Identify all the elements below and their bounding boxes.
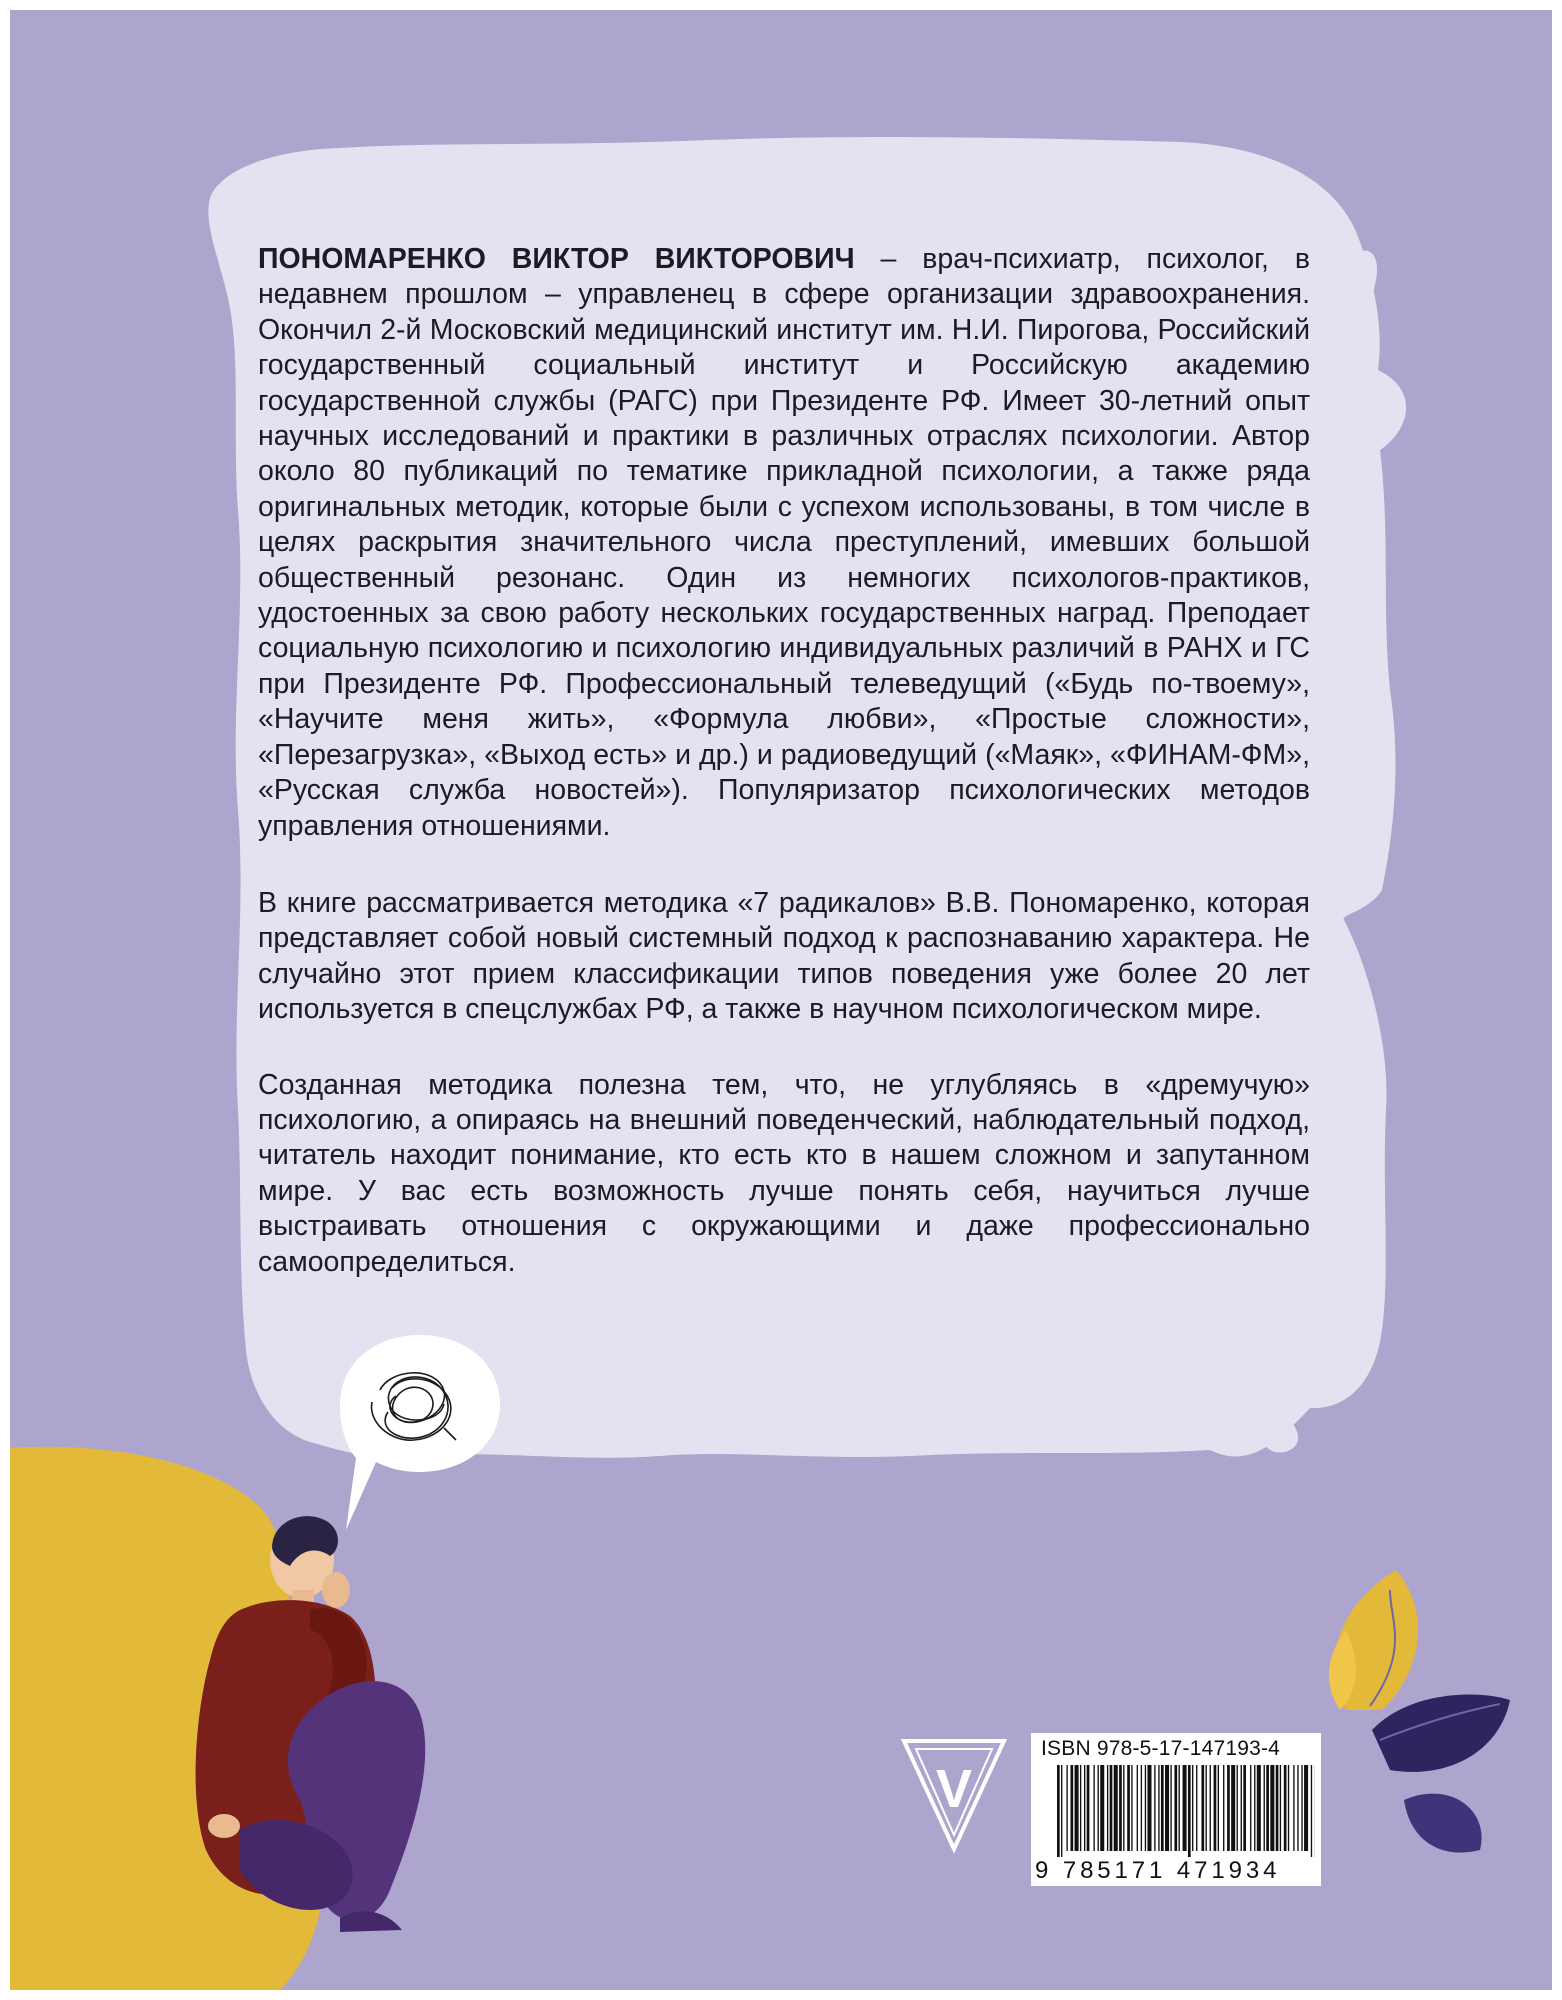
barcode-stripe: [1158, 1765, 1159, 1851]
back-cover: [10, 10, 1552, 1990]
barcode-stripe: [1210, 1765, 1211, 1851]
barcode-stripe: [1237, 1765, 1238, 1851]
barcode-stripe: [1127, 1765, 1130, 1851]
barcode-stripe: [1123, 1765, 1124, 1851]
barcode: [1057, 1765, 1315, 1857]
barcode-stripe: [1280, 1765, 1281, 1851]
barcode-stripe: [1165, 1765, 1169, 1851]
barcode-stripe: [1071, 1765, 1074, 1851]
annotation-text: [258, 242, 1310, 1320]
barcode-stripe: [1057, 1765, 1060, 1857]
barcode-stripe: [1170, 1765, 1171, 1851]
barcode-stripe: [1154, 1765, 1155, 1851]
leaf-plant-illustration: [1329, 1570, 1510, 1853]
barcode-stripe: [1114, 1765, 1118, 1851]
barcode-stripe: [1098, 1765, 1099, 1851]
isbn-barcode-box: [1031, 1733, 1321, 1886]
barcode-stripe: [1183, 1765, 1187, 1851]
barcode-stripe: [1301, 1765, 1302, 1851]
barcode-stripe: [1061, 1765, 1062, 1857]
barcode-stripe: [1311, 1765, 1312, 1857]
barcode-stripe: [1241, 1765, 1242, 1851]
barcode-stripe: [1066, 1765, 1067, 1851]
barcode-stripe: [1110, 1765, 1113, 1851]
barcode-stripe: [1188, 1765, 1191, 1857]
barcode-stripe: [1084, 1765, 1085, 1851]
method-benefit-paragraph: Созданная методика полезна тем, что, не углубляясь в «дремучую» психологию, а опираясь на внешний поведенческий, наблюдательный подход, читатель находит понимание, кто есть кто в нашем сложном и запутанном мире. У вас есть возможность лучше понять себя, научиться лучше выстраивать отношения с окружающими и даже профессионально самоопределиться.: [258, 1068, 1310, 1278]
publisher-logo-letter: V: [935, 1759, 973, 1819]
barcode-stripe: [1250, 1765, 1251, 1851]
barcode-stripe: [1270, 1765, 1274, 1851]
barcode-stripe: [1231, 1765, 1235, 1851]
barcode-stripe: [1141, 1765, 1142, 1851]
author-bio-text: – врач-психиатр, психолог, в недавнем прошлом – управленец в сфере организации здравоохранения. Окончил 2-й Московский медицинский институт им. Н.И. Пирогова, Российский государственный социальный институт и Российскую академию государственной службы (РАГС) при Президенте РФ. Имеет 30-летний опыт научных исследований и практики в различных отраслях психологии. Автор около 80 публикаций по тематике прикладной психологии, а также ряда оригинальных методик, которые были с успехом использованы, в том числе в целях раскрытия значительного числа преступлений, имевших большой общественный резонанс. Один из немногих психологов-практиков, удостоенных за свою работу нескольких государственных наград. Преподает социальную психологию и психологию индивидуальных различий в РАНХ и ГС при Президенте РФ. Профессиональный телеведущий («Будь по-твоему», «Научите меня жить», «Формула любви», «Простые сложности», «Перезагрузка», «Выход есть» и др.) и радиоведущий («Маяк», «ФИНАМ-ФМ», «Русская служба новостей»). Популяризатор психологических методов управления отношениями.: [258, 243, 1310, 842]
barcode-stripe: [1264, 1765, 1265, 1851]
barcode-stripe: [1137, 1765, 1138, 1851]
book-description-paragraph: В книге рассматривается методика «7 радикалов» В.В. Пономаренко, которая представляет собой новый системный подход к распознаванию характера. Не случайно этот прием классификации типов поведения уже более 20 лет используется в спецслужбах РФ, а также в научном психологическом мире.: [258, 886, 1310, 1026]
barcode-stripe: [1206, 1765, 1207, 1851]
barcode-stripe: [1243, 1765, 1246, 1851]
barcode-stripe: [1201, 1765, 1204, 1851]
barcode-stripe: [1284, 1765, 1287, 1851]
barcode-stripe: [1192, 1765, 1193, 1851]
author-bio-paragraph: [258, 242, 1310, 844]
barcode-stripe: [1254, 1765, 1255, 1851]
barcode-stripe: [1304, 1765, 1308, 1851]
barcode-stripe: [1145, 1765, 1146, 1851]
barcode-stripe: [1257, 1765, 1261, 1851]
barcode-stripe: [1093, 1765, 1094, 1851]
barcode-stripe: [1119, 1765, 1122, 1851]
barcode-stripe: [1131, 1765, 1132, 1851]
barcode-stripe: [1075, 1765, 1079, 1851]
barcode-stripe: [1174, 1765, 1177, 1851]
barcode-stripe: [1227, 1765, 1230, 1851]
barcode-stripe: [1214, 1765, 1217, 1851]
barcode-stripe: [1087, 1765, 1090, 1851]
author-name: ПОНОМАРЕНКО ВИКТОР ВИКТОРОВИЧ: [258, 243, 855, 275]
barcode-stripe: [1288, 1765, 1289, 1851]
barcode-stripe: [1179, 1765, 1180, 1851]
barcode-stripe: [1100, 1765, 1104, 1851]
barcode-stripe: [1293, 1765, 1294, 1851]
isbn-label: ISBN 978-5-17-147193-4: [1041, 1737, 1281, 1760]
barcode-stripe: [1266, 1765, 1269, 1851]
barcode-stripe: [1107, 1765, 1108, 1851]
barcode-stripe: [1223, 1765, 1224, 1851]
barcode-digits: 9 785171 471934: [1035, 1857, 1281, 1884]
barcode-stripe: [1147, 1765, 1151, 1851]
barcode-stripe: [1276, 1765, 1279, 1851]
barcode-stripe: [1161, 1765, 1164, 1851]
barcode-stripe: [1297, 1765, 1298, 1851]
barcode-stripe: [1080, 1765, 1081, 1851]
barcode-stripe: [1196, 1765, 1197, 1851]
publisher-logo-icon: [898, 1735, 1010, 1855]
thought-bubble-icon: [340, 1335, 500, 1530]
barcode-stripe: [1218, 1765, 1219, 1851]
